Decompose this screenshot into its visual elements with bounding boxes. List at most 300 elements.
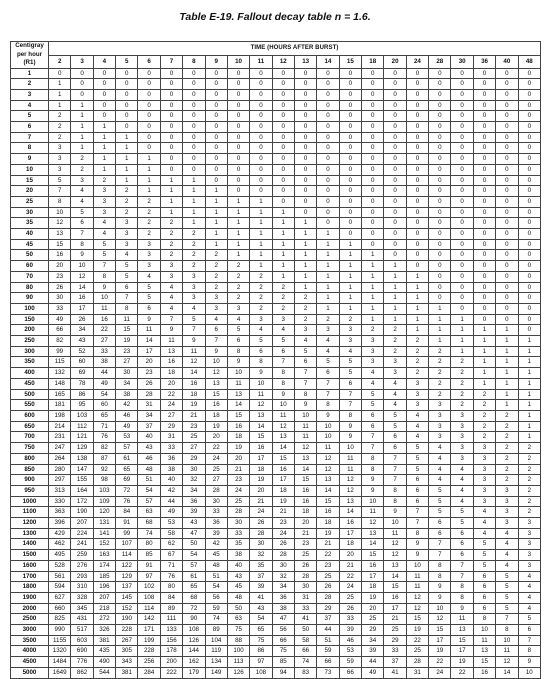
- dose-cell: 27: [116, 357, 138, 368]
- dose-cell: 396: [49, 518, 71, 529]
- rate-cell: 850: [11, 464, 49, 475]
- dose-cell: 0: [473, 143, 495, 154]
- dose-cell: 0: [451, 89, 473, 100]
- dose-cell: 0: [384, 111, 406, 122]
- rate-cell: 650: [11, 421, 49, 432]
- dose-cell: 10: [518, 667, 541, 678]
- table-row: [11, 357, 541, 368]
- dose-cell: 1: [116, 175, 138, 186]
- dose-cell: 381: [93, 635, 115, 646]
- table-row: [11, 432, 541, 443]
- dose-cell: 49: [93, 378, 115, 389]
- dose-cell: 0: [384, 229, 406, 240]
- rate-cell: 900: [11, 475, 49, 486]
- dose-cell: 20: [227, 453, 249, 464]
- dose-cell: 34: [272, 582, 294, 593]
- dose-cell: 15: [429, 625, 451, 636]
- dose-cell: 34: [362, 635, 384, 646]
- dose-cell: 7: [339, 400, 361, 411]
- dose-cell: 0: [362, 132, 384, 143]
- dose-cell: 4: [160, 293, 182, 304]
- dose-cell: 1: [272, 250, 294, 261]
- dose-cell: 145: [116, 592, 138, 603]
- dose-cell: 20: [138, 357, 160, 368]
- dose-cell: 141: [93, 528, 115, 539]
- dose-cell: 47: [272, 614, 294, 625]
- dose-cell: 9: [384, 507, 406, 518]
- dose-cell: 1: [71, 132, 93, 143]
- dose-cell: 126: [183, 635, 205, 646]
- dose-cell: 5: [49, 175, 71, 186]
- dose-cell: 1: [138, 154, 160, 165]
- dose-cell: 23: [294, 539, 316, 550]
- dose-cell: 5: [429, 496, 451, 507]
- dose-cell: 4: [429, 453, 451, 464]
- dose-cell: 15: [473, 657, 495, 668]
- dose-cell: 25: [362, 614, 384, 625]
- dose-cell: 5: [138, 282, 160, 293]
- dose-cell: 12: [317, 464, 339, 475]
- dose-cell: 3: [473, 496, 495, 507]
- dose-cell: 284: [138, 667, 160, 678]
- dose-cell: 0: [339, 100, 361, 111]
- dose-cell: 1: [473, 336, 495, 347]
- dose-cell: 5: [496, 571, 518, 582]
- dose-cell: 0: [138, 143, 160, 154]
- dose-cell: 3: [473, 453, 495, 464]
- rate-cell: 400: [11, 368, 49, 379]
- dose-cell: 0: [384, 239, 406, 250]
- dose-cell: 9: [317, 411, 339, 422]
- dose-cell: 6: [451, 550, 473, 561]
- dose-cell: 7: [429, 539, 451, 550]
- dose-cell: 2: [116, 196, 138, 207]
- dose-cell: 3: [49, 154, 71, 165]
- dose-cell: 11: [406, 582, 428, 593]
- dose-cell: 1: [160, 196, 182, 207]
- dose-cell: 0: [451, 261, 473, 272]
- dose-cell: 66: [272, 635, 294, 646]
- dose-cell: 1: [294, 218, 316, 229]
- dose-cell: 12: [384, 550, 406, 561]
- dose-cell: 0: [227, 122, 249, 133]
- dose-cell: 6: [518, 625, 541, 636]
- dose-cell: 1: [518, 432, 541, 443]
- dose-cell: 2: [183, 261, 205, 272]
- dose-cell: 21: [384, 614, 406, 625]
- dose-cell: 56: [205, 592, 227, 603]
- dose-cell: 276: [71, 560, 93, 571]
- dose-cell: 1: [406, 271, 428, 282]
- dose-cell: 26: [294, 560, 316, 571]
- dose-cell: 0: [250, 143, 272, 154]
- dose-cell: 0: [294, 132, 316, 143]
- dose-cell: 25: [406, 646, 428, 657]
- hour-header-cell: 24: [406, 55, 428, 68]
- dose-cell: 152: [93, 539, 115, 550]
- dose-cell: 149: [205, 667, 227, 678]
- dose-cell: 7: [429, 550, 451, 561]
- dose-cell: 0: [496, 154, 518, 165]
- dose-cell: 43: [71, 336, 93, 347]
- dose-cell: 33: [160, 443, 182, 454]
- dose-cell: 26: [317, 582, 339, 593]
- dose-cell: 1: [294, 261, 316, 272]
- dose-cell: 16: [362, 560, 384, 571]
- dose-cell: 0: [362, 111, 384, 122]
- dose-cell: 2: [518, 443, 541, 454]
- dose-cell: 12: [362, 518, 384, 529]
- dose-cell: 4: [496, 560, 518, 571]
- dose-cell: 3: [116, 239, 138, 250]
- dose-cell: 190: [116, 614, 138, 625]
- dose-cell: 21: [183, 411, 205, 422]
- dose-cell: 1: [250, 207, 272, 218]
- table-row: [11, 175, 541, 186]
- dose-cell: 4: [496, 528, 518, 539]
- dose-cell: 0: [406, 111, 428, 122]
- dose-cell: 0: [496, 175, 518, 186]
- dose-cell: 7: [362, 432, 384, 443]
- dose-cell: 89: [205, 625, 227, 636]
- dose-cell: 2: [272, 293, 294, 304]
- table-row: [11, 582, 541, 593]
- dose-cell: 129: [71, 443, 93, 454]
- dose-cell: 2: [116, 207, 138, 218]
- dose-cell: 660: [49, 603, 71, 614]
- dose-cell: 1: [518, 336, 541, 347]
- dose-cell: 10: [272, 400, 294, 411]
- dose-cell: 293: [71, 571, 93, 582]
- dose-cell: 9: [339, 421, 361, 432]
- dose-cell: 1: [93, 122, 115, 133]
- dose-cell: 75: [272, 646, 294, 657]
- dose-cell: 18: [205, 411, 227, 422]
- dose-cell: 13: [317, 475, 339, 486]
- dose-cell: 32: [272, 571, 294, 582]
- dose-cell: 9: [160, 325, 182, 336]
- dose-cell: 9: [362, 475, 384, 486]
- dose-cell: 16: [272, 464, 294, 475]
- dose-cell: 3: [429, 432, 451, 443]
- dose-cell: 163: [93, 550, 115, 561]
- dose-cell: 0: [451, 303, 473, 314]
- dose-cell: 0: [339, 186, 361, 197]
- dose-cell: 0: [429, 68, 451, 79]
- dose-cell: 1: [49, 79, 71, 90]
- dose-cell: 2: [429, 389, 451, 400]
- dose-cell: 0: [250, 111, 272, 122]
- dose-cell: 2: [250, 282, 272, 293]
- dose-cell: 14: [294, 464, 316, 475]
- dose-cell: 15: [317, 496, 339, 507]
- dose-cell: 0: [518, 293, 541, 304]
- dose-cell: 15: [272, 453, 294, 464]
- dose-cell: 0: [160, 164, 182, 175]
- dose-cell: 5: [496, 603, 518, 614]
- rate-cell: 1700: [11, 571, 49, 582]
- dose-cell: 297: [49, 475, 71, 486]
- dose-cell: 20: [250, 485, 272, 496]
- dose-cell: 2: [518, 464, 541, 475]
- dose-cell: 9: [451, 603, 473, 614]
- dose-cell: 0: [272, 143, 294, 154]
- dose-cell: 2: [49, 111, 71, 122]
- dose-cell: 23: [116, 346, 138, 357]
- dose-cell: 0: [116, 79, 138, 90]
- dose-cell: 11: [339, 464, 361, 475]
- dose-cell: 131: [93, 518, 115, 529]
- dose-cell: 34: [116, 378, 138, 389]
- dose-cell: 0: [496, 218, 518, 229]
- dose-cell: 10: [49, 207, 71, 218]
- dose-cell: 58: [294, 635, 316, 646]
- dose-cell: 1: [496, 389, 518, 400]
- dose-cell: 4: [250, 325, 272, 336]
- dose-cell: 0: [496, 196, 518, 207]
- dose-cell: 19: [116, 336, 138, 347]
- dose-cell: 0: [406, 261, 428, 272]
- dose-cell: 1: [362, 271, 384, 282]
- dose-cell: 42: [205, 539, 227, 550]
- dose-cell: 0: [362, 122, 384, 133]
- hour-header-cell: 20: [384, 55, 406, 68]
- dose-cell: 148: [49, 378, 71, 389]
- dose-cell: 25: [317, 571, 339, 582]
- dose-cell: 7: [362, 443, 384, 454]
- dose-cell: 4: [71, 186, 93, 197]
- dose-cell: 0: [183, 154, 205, 165]
- dose-cell: 24: [227, 485, 249, 496]
- dose-cell: 10: [429, 603, 451, 614]
- dose-cell: 310: [71, 582, 93, 593]
- dose-cell: 66: [294, 646, 316, 657]
- table-row: [11, 186, 541, 197]
- dose-cell: 3: [183, 282, 205, 293]
- dose-cell: 1: [339, 250, 361, 261]
- dose-cell: 11: [272, 411, 294, 422]
- dose-cell: 0: [272, 68, 294, 79]
- dose-cell: 1: [160, 186, 182, 197]
- dose-cell: 0: [227, 89, 249, 100]
- dose-cell: 7: [71, 229, 93, 240]
- dose-cell: 2: [227, 293, 249, 304]
- table-row: [11, 325, 541, 336]
- dose-cell: 76: [93, 432, 115, 443]
- dose-cell: 156: [160, 635, 182, 646]
- dose-cell: 34: [183, 485, 205, 496]
- dose-cell: 561: [49, 571, 71, 582]
- dose-cell: 39: [183, 507, 205, 518]
- rate-cell: 1400: [11, 539, 49, 550]
- dose-cell: 1: [384, 293, 406, 304]
- dose-cell: 72: [183, 603, 205, 614]
- dose-cell: 9: [339, 432, 361, 443]
- dose-cell: 27: [183, 443, 205, 454]
- dose-cell: 3: [429, 411, 451, 422]
- dose-cell: 5: [496, 592, 518, 603]
- dose-cell: 1: [339, 239, 361, 250]
- dose-cell: 76: [116, 496, 138, 507]
- dose-cell: 38: [93, 357, 115, 368]
- dose-cell: 1: [518, 400, 541, 411]
- dose-cell: 0: [317, 164, 339, 175]
- dose-cell: 5: [384, 421, 406, 432]
- dose-cell: 34: [71, 325, 93, 336]
- dose-cell: 0: [362, 229, 384, 240]
- dose-cell: 53: [116, 432, 138, 443]
- dose-cell: 59: [317, 646, 339, 657]
- table-row: [11, 218, 541, 229]
- dose-cell: 1: [227, 218, 249, 229]
- dose-cell: 2: [294, 314, 316, 325]
- dose-cell: 6: [406, 496, 428, 507]
- dose-cell: 122: [116, 560, 138, 571]
- dose-cell: 200: [160, 657, 182, 668]
- dose-cell: 3: [93, 186, 115, 197]
- hour-header-cell: 30: [451, 55, 473, 68]
- table-container: [10, 41, 540, 679]
- dose-cell: 1: [71, 122, 93, 133]
- dose-cell: 1: [93, 154, 115, 165]
- dose-cell: 0: [160, 143, 182, 154]
- dose-cell: 1: [406, 293, 428, 304]
- dose-cell: 0: [362, 154, 384, 165]
- dose-cell: 27: [93, 336, 115, 347]
- dose-cell: 2: [317, 314, 339, 325]
- dose-cell: 4: [384, 400, 406, 411]
- dose-cell: 16: [339, 518, 361, 529]
- dose-cell: 5: [116, 271, 138, 282]
- dose-cell: 1: [384, 314, 406, 325]
- dose-cell: 147: [71, 464, 93, 475]
- dose-cell: 3: [429, 400, 451, 411]
- dose-cell: 14: [183, 368, 205, 379]
- dose-cell: 0: [406, 122, 428, 133]
- dose-cell: 9: [183, 336, 205, 347]
- dose-cell: 1: [451, 325, 473, 336]
- dose-cell: 0: [451, 282, 473, 293]
- rate-cell: 2000: [11, 603, 49, 614]
- dose-cell: 75: [250, 635, 272, 646]
- dose-cell: 4: [93, 218, 115, 229]
- dose-cell: 0: [205, 154, 227, 165]
- dose-cell: 37: [138, 421, 160, 432]
- table-row: [11, 571, 541, 582]
- dose-cell: 0: [518, 111, 541, 122]
- dose-cell: 0: [384, 89, 406, 100]
- dose-cell: 1: [496, 325, 518, 336]
- dose-cell: 0: [451, 207, 473, 218]
- dose-cell: 8: [518, 646, 541, 657]
- dose-cell: 9: [406, 539, 428, 550]
- dose-cell: 190: [71, 507, 93, 518]
- dose-cell: 0: [406, 164, 428, 175]
- dose-cell: 1: [473, 368, 495, 379]
- dose-cell: 7: [294, 368, 316, 379]
- dose-cell: 7: [406, 507, 428, 518]
- dose-cell: 2: [496, 421, 518, 432]
- dose-cell: 1: [473, 357, 495, 368]
- dose-cell: 4: [160, 303, 182, 314]
- dose-cell: 6: [250, 346, 272, 357]
- dose-cell: 19: [205, 421, 227, 432]
- dose-cell: 7: [339, 389, 361, 400]
- dose-cell: 0: [205, 132, 227, 143]
- dose-cell: 6: [473, 603, 495, 614]
- dose-cell: 6: [406, 485, 428, 496]
- table-row: [11, 207, 541, 218]
- hour-header-cell: 13: [294, 55, 316, 68]
- dose-cell: 0: [384, 154, 406, 165]
- dose-cell: 0: [451, 250, 473, 261]
- dose-cell: 0: [205, 68, 227, 79]
- dose-cell: 1: [250, 250, 272, 261]
- dose-cell: 0: [496, 164, 518, 175]
- dose-cell: 0: [317, 196, 339, 207]
- dose-cell: 0: [518, 175, 541, 186]
- dose-cell: 22: [429, 657, 451, 668]
- dose-cell: 0: [227, 164, 249, 175]
- dose-cell: 40: [160, 475, 182, 486]
- table-row: [11, 100, 541, 111]
- dose-cell: 3: [518, 539, 541, 550]
- rate-cell: 7: [11, 132, 49, 143]
- dose-cell: 1: [429, 303, 451, 314]
- table-row: [11, 667, 541, 678]
- dose-cell: 0: [518, 282, 541, 293]
- dose-cell: 0: [518, 68, 541, 79]
- dose-cell: 67: [160, 550, 182, 561]
- dose-cell: 0: [451, 218, 473, 229]
- dose-cell: 2: [406, 346, 428, 357]
- dose-cell: 1: [227, 207, 249, 218]
- dose-cell: 0: [160, 154, 182, 165]
- dose-cell: 126: [227, 667, 249, 678]
- table-row: [11, 518, 541, 529]
- dose-cell: 2: [227, 271, 249, 282]
- dose-cell: 0: [518, 207, 541, 218]
- dose-cell: 20: [339, 550, 361, 561]
- dose-cell: 0: [518, 250, 541, 261]
- dose-cell: 8: [272, 368, 294, 379]
- dose-cell: 114: [116, 550, 138, 561]
- dose-cell: 0: [317, 132, 339, 143]
- dose-cell: 0: [518, 132, 541, 143]
- dose-cell: 87: [93, 453, 115, 464]
- dose-cell: 0: [384, 250, 406, 261]
- dose-cell: 8: [384, 485, 406, 496]
- dose-cell: 0: [138, 122, 160, 133]
- dose-cell: 89: [160, 603, 182, 614]
- rate-cell: 40: [11, 229, 49, 240]
- dose-cell: 18: [317, 518, 339, 529]
- dose-cell: 7: [384, 475, 406, 486]
- dose-cell: 7: [294, 378, 316, 389]
- dose-cell: 0: [406, 89, 428, 100]
- rate-cell: 25: [11, 196, 49, 207]
- dose-cell: 2: [496, 475, 518, 486]
- dose-cell: 17: [272, 475, 294, 486]
- dose-cell: 5: [317, 357, 339, 368]
- dose-cell: 1: [49, 89, 71, 100]
- table-row: [11, 196, 541, 207]
- dose-cell: 3: [473, 485, 495, 496]
- dose-cell: 155: [71, 475, 93, 486]
- dose-cell: 21: [294, 528, 316, 539]
- dose-cell: 0: [339, 154, 361, 165]
- dose-cell: 58: [160, 528, 182, 539]
